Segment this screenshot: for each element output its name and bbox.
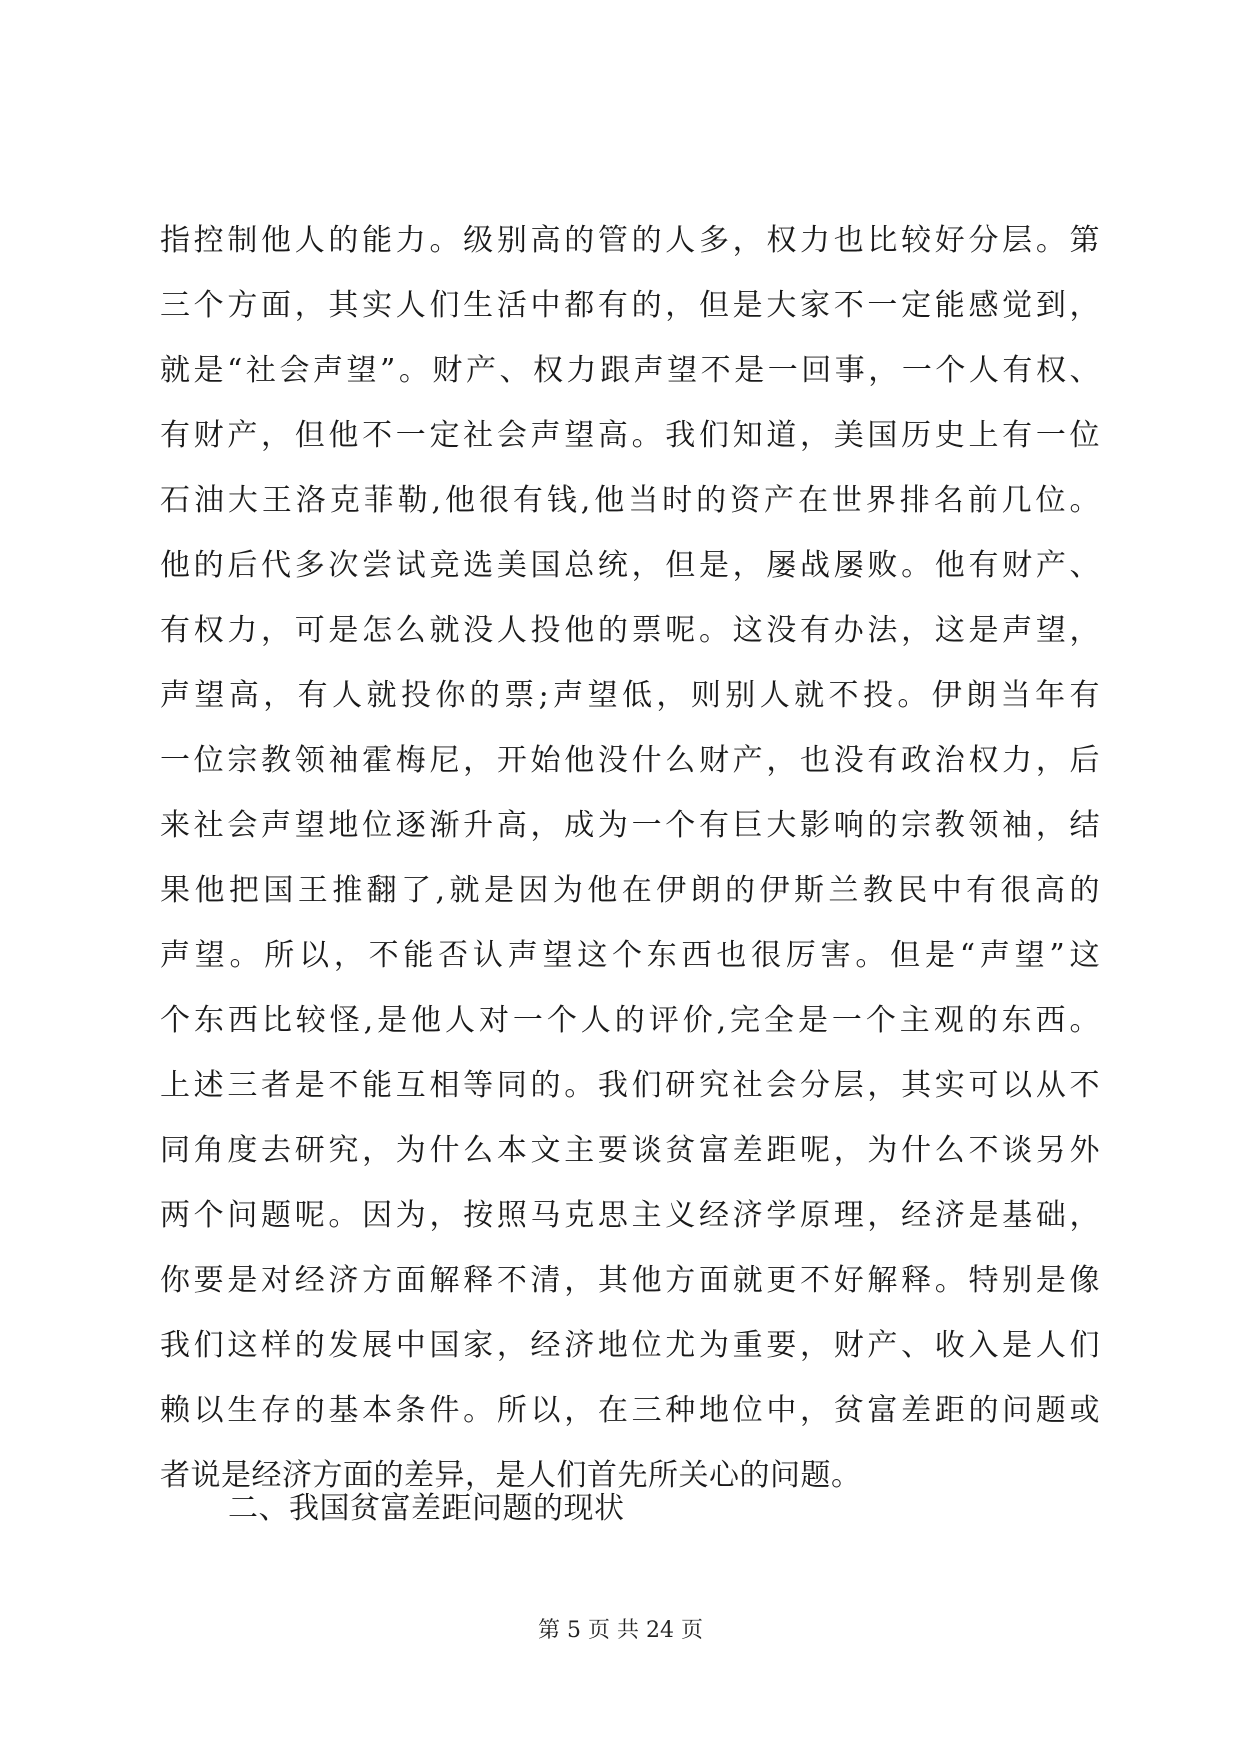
text-line: 声望高，有人就投你的票;声望低，则别人就不投。伊朗当年有 <box>160 678 1100 713</box>
text-line: 同角度去研究，为什么本文主要谈贫富差距呢，为什么不谈另外 <box>160 1133 1100 1168</box>
text-line: 声望。所以，不能否认声望这个东西也很厉害。但是“声望”这 <box>160 938 1100 973</box>
paragraph <box>160 208 1100 1508</box>
page-footer: 第 5 页 共 24 页 <box>538 1618 703 1643</box>
text-line: 他的后代多次尝试竞选美国总统，但是，屡战屡败。他有财产、 <box>160 548 1100 583</box>
text-line: 来社会声望地位逐渐升高，成为一个有巨大影响的宗教领袖，结 <box>160 808 1100 843</box>
text-line: 赖以生存的基本条件。所以，在三种地位中，贫富差距的问题或 <box>160 1393 1100 1428</box>
text-line: 个东西比较怪,是他人对一个人的评价,完全是一个主观的东西。 <box>160 1003 1100 1038</box>
text-line: 一位宗教领袖霍梅尼，开始他没什么财产，也没有政治权力，后 <box>160 743 1100 778</box>
text-line: 果他把国王推翻了,就是因为他在伊朗的伊斯兰教民中有很高的 <box>160 873 1100 908</box>
text-line: 有权力，可是怎么就没人投他的票呢。这没有办法，这是声望， <box>160 613 1100 648</box>
text-line: 三个方面，其实人们生活中都有的，但是大家不一定能感觉到， <box>160 288 1100 323</box>
text-line: 石油大王洛克菲勒,他很有钱,他当时的资产在世界排名前几位。 <box>160 483 1100 518</box>
text-line: 上述三者是不能互相等同的。我们研究社会分层，其实可以从不 <box>160 1068 1100 1103</box>
text-line: 者说是经济方面的差异，是人们首先所关心的问题。 <box>160 1458 862 1493</box>
text-line: 你要是对经济方面解释不清，其他方面就更不好解释。特别是像 <box>160 1263 1100 1298</box>
text-line: 指控制他人的能力。级别高的管的人多，权力也比较好分层。第 <box>160 223 1100 258</box>
text-line: 我们这样的发展中国家，经济地位尤为重要，财产、收入是人们 <box>160 1328 1100 1363</box>
text-line: 两个问题呢。因为，按照马克思主义经济学原理，经济是基础， <box>160 1198 1100 1233</box>
text-line: 有财产，但他不一定社会声望高。我们知道，美国历史上有一位 <box>160 418 1100 453</box>
text-line: 就是“社会声望”。财产、权力跟声望不是一回事，一个人有权、 <box>160 353 1100 388</box>
section-heading: 二、我国贫富差距问题的现状 <box>228 1491 625 1526</box>
